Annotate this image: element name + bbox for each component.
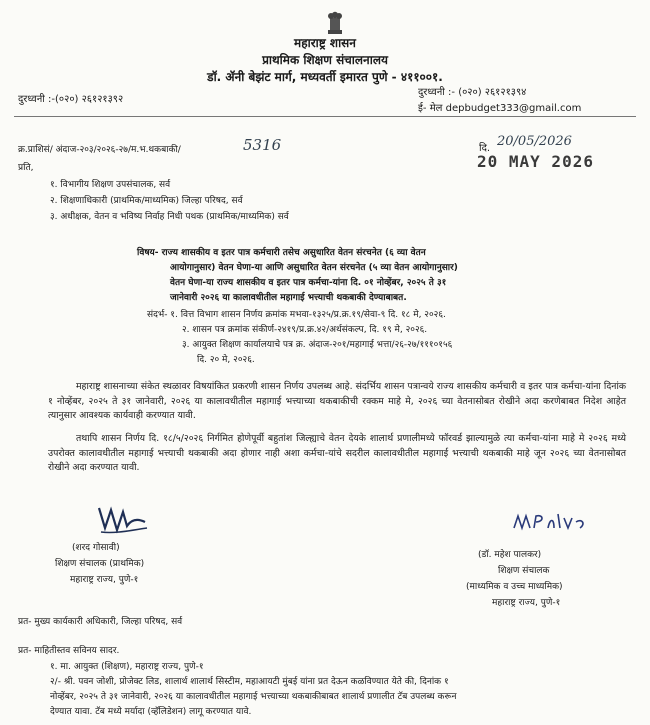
subject-line: विषय- राज्य शासकीय व इतर पात्र कर्मचारी तसेच असुधारित वेतन संरचनेत (६ व्या वेतन <box>137 248 426 258</box>
state-emblem-icon <box>322 10 348 36</box>
signature-right-icon <box>510 508 590 538</box>
recipient-item: २. शिक्षणाधिकारी (प्राथमिक/माध्यमिक) जिल्हा परिषद, सर्व <box>50 196 243 206</box>
recipients-label: प्रति, <box>18 163 34 173</box>
subject-line: जानेवारी २०२६ या कालावधीतील महागाई भत्त्याची थकबाकी देण्याबाबत. <box>170 293 407 303</box>
phone-right: दुरध्वनी :- (०२०) २६१२१३९४ <box>418 87 527 98</box>
right-signatory-title: शिक्षण संचालक <box>498 566 550 576</box>
body-paragraph-1: महाराष्ट्र शासनाच्या संकेत स्थळावर विषयांकित प्रकरणी शासन निर्णय उपलब्ध आहे. संदर्भिय शासन पत्रान्वये राज्य शासकीय कर्मचारी व इतर पात्र कर्मचा-यांना दिनांक १ नोव्हेंबर, २०२५ ते ३१ जानेवारी, २०२६ या कालावधीतील महागाई भत्त्याच्या थकबाकीची रक्कम माहे मे, २०२६ च्या वेतनासोबत रोखीने अदा करणेबाबत निदेश आहेत त्यानुसार आवश्यक कार्यवाही करण्यात यावी. <box>48 381 626 421</box>
date-label: दि. <box>479 143 491 154</box>
left-signatory-name: (शरद गोसावी) <box>72 543 120 553</box>
subject-line: आयोगानुसार) वेतन घेणा-या आणि असुधारित वेतन संरचनेत (५ व्या वेतन आयोगानुसार) <box>170 263 458 273</box>
copy-item: १. मा. आयुक्त (शिक्षण), महाराष्ट्र राज्य, पुणे-१ <box>50 662 204 672</box>
handwritten-date: 20/05/2026 <box>497 134 572 149</box>
copy-item: २/- श्री. पवन जोशी, प्रोजेक्ट लिड, शालार्थ शालार्थ सिस्टीम, महाआयटी मुंबई यांना प्रत देऊन कळविण्यात येते की, दिनांक १ <box>50 677 449 687</box>
copy-line-1: प्रत- मुख्य कार्यकारी अधिकारी, जिल्हा परिषद, सर्व <box>18 617 183 627</box>
copy-line-2: प्रत- माहितीस्तव सविनय सादर. <box>18 646 120 656</box>
govt-name: महाराष्ट्र शासन <box>294 36 356 50</box>
email: ई- मेल depbudget333@gmail.com <box>418 103 582 114</box>
header-divider <box>14 116 636 117</box>
copy-item: देण्यात यावा. टॅब मध्ये मर्यादा (व्हॅलिडेशन) लागू करण्यात यावे. <box>50 707 252 717</box>
recipient-item: १. विभागीय शिक्षण उपसंचालक, सर्व <box>50 180 171 190</box>
right-signatory-dept: (माध्यमिक व उच्च माध्यमिक) <box>466 582 563 592</box>
reference-number: क्र.प्राशिसं/ अंदाज-२०३/२०२६-२७/म.भ.थकबाकी/ <box>18 145 181 155</box>
left-signatory-org: महाराष्ट्र राज्य, पुणे-१ <box>70 575 139 585</box>
reference-item: संदर्भ- १. वित्त विभाग शासन निर्णय क्रमांक मभवा-१३२५/प्र.क्र.१९/सेवा-९ दि. १८ मे, २०२६. <box>147 310 446 320</box>
date-stamp: 20 MAY 2026 <box>477 152 594 171</box>
reference-item: दि. २० मे, २०२६. <box>197 355 255 365</box>
right-signatory-org: महाराष्ट्र राज्य, पुणे-१ <box>492 598 561 608</box>
recipient-item: ३. अधीक्षक, वेतन व भविष्य निर्वाह निधी पथक (प्राथमिक/माध्यमिक) सर्व <box>50 212 289 222</box>
phone-left: दुरध्वनी :-(०२०) २६१२१३९२ <box>18 94 124 105</box>
left-signatory-title: शिक्षण संचालक (प्राथमिक) <box>55 559 145 569</box>
reference-item: २. शासन पत्र क्रमांक संकीर्ण-२४१९/प्र.क्र.४२/अर्थसंकल्प, दि. १९ मे, २०२६. <box>182 325 428 335</box>
handwritten-number: 5316 <box>243 136 282 154</box>
reference-item: ३. आयुक्त शिक्षण कार्यालयाचे पत्र क्र. अंदाज-२०१/महागाई भत्ता/२६-२७/१११०१५६ <box>182 340 453 350</box>
office-address: डॉ. ॲनी बेझंट मार्ग, मध्यवर्ती इमारत पुणे - ४११००१. <box>207 70 443 84</box>
subject-line: वेतन घेणा-या राज्य शासकीय व इतर पात्र कर्मचा-यांना दि. ०१ नोव्हेंबर, २०२५ ते ३१ <box>170 278 447 288</box>
body-paragraph-2: तथापि शासन निर्णय दि. १८/५/२०२६ निर्गमित होणेपूर्वी बहुतांश जिल्ह्याचे वेतन देयके शालार्थ प्रणालीमध्ये फॉरवर्ड झाल्यामुळे त्या कर्मचा-यांना माहे मे २०२६ मध्ये उपरोक्त कालावधीतील महागाई भत्त्याची थकबाकी अदा होणार नाही अशा कर्मचा-यांचे सदरील कालावधीतील महागाई भत्त्याची थकबाकी माहे जून २०२६ च्या वेतनासोबत रोखीने अदा करण्यात यावी. <box>48 433 626 473</box>
copy-item: नोव्हेंबर, २०२५ ते ३१ जानेवारी, २०२६ या कालावधीतील महागाई भत्त्याच्या थकबाकीबाबत शालार्थ प्रणालीत टॅब उपलब्ध करून <box>50 692 457 702</box>
right-signatory-name: (डॉ. महेश पालकर) <box>478 550 542 560</box>
office-name: प्राथमिक शिक्षण संचालनालय <box>262 53 388 67</box>
signature-left-icon <box>95 500 151 536</box>
